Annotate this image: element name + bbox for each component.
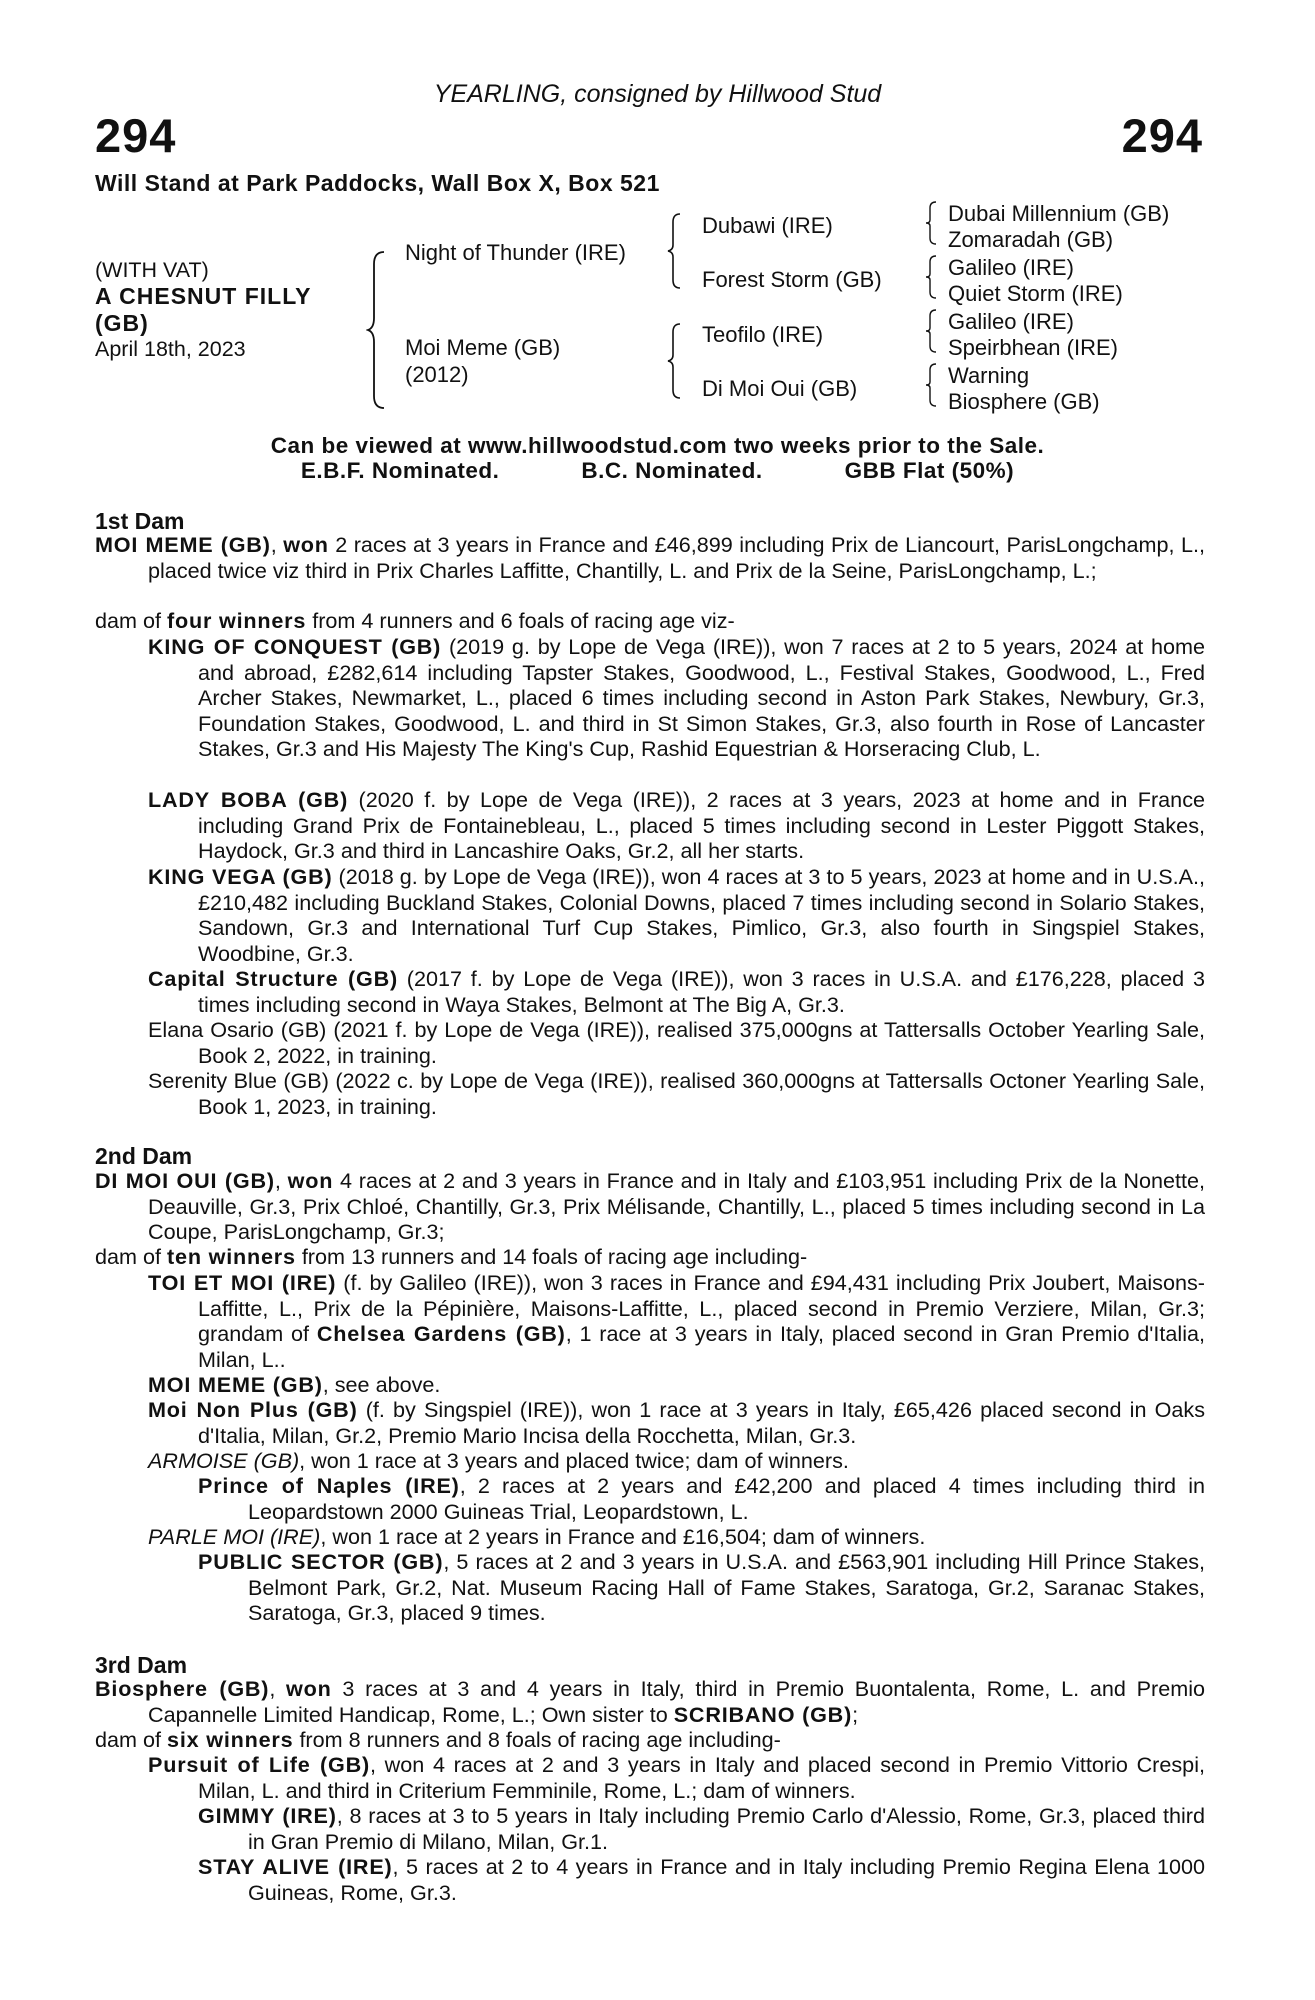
produce-entry: PARLE MOI (IRE), won 1 race at 2 years in France and £16,504; dam of winners. xyxy=(148,1524,926,1549)
ebf-nominated: E.B.F. Nominated. xyxy=(300,458,500,483)
bc-nominated: B.C. Nominated. xyxy=(581,458,763,483)
third-dam-record: Biosphere (GB), won 3 races at 3 and 4 years in Italy, third in Premio Buontalenta, Rome, L. and Premio Capannelle Limited Handicap, Rome, L.; Own sister to SCRIBANO (GB); xyxy=(95,1676,1206,1727)
pedigree-dam: Moi Meme (GB) xyxy=(405,335,561,360)
produce-entry: Pursuit of Life (GB), won 4 races at 2 and 3 years in Italy and placed second in Premio Vittorio Crespi, Milan, L. and third in Criterium Femminile, Rome, L.; dam of winners. xyxy=(148,1752,1205,1803)
foal-entry: Capital Structure (GB) (2017 f. by Lope de Vega (IRE)), won 3 races in U.S.A. and £176,228, placed 3 times including second in Waya Stakes, Belmont at The Big A, Gr.3. xyxy=(148,966,1206,1017)
pedigree-dam-year: (2012) xyxy=(405,362,469,387)
pedigree-sire-sire: Dubawi (IRE) xyxy=(702,213,833,238)
horse-name: A CHESNUT FILLY (GB) xyxy=(95,283,312,336)
foal-entry: KING VEGA (GB) (2018 g. by Lope de Vega (IRE)), won 4 races at 3 to 5 years, 2023 at home and in U.S.A., £210,482 including Buckland Stakes, Colonial Downs, placed 7 times including second in Solario Stakes, Sandown, Gr.3 and International Turf Cup Stakes, Pimlico, Gr.3, also fourth in Singspiel Stakes, Woodbine, Gr.3. xyxy=(148,864,1205,966)
sire-brace xyxy=(666,212,684,290)
date-of-birth: April 18th, 2023 xyxy=(95,337,246,361)
vat-status: (WITH VAT) xyxy=(95,258,209,282)
produce-entry: ARMOISE (GB), won 1 race at 3 years and placed twice; dam of winners. xyxy=(148,1448,849,1473)
third-dam-heading: 3rd Dam xyxy=(95,1652,188,1678)
pedigree-sire-dam: Forest Storm (GB) xyxy=(702,267,882,292)
main-pedigree-brace xyxy=(366,250,390,410)
foal-entry: LADY BOBA (GB) (2020 f. by Lope de Vega (IRE)), 2 races at 3 years, 2023 at home and in France including Grand Prix de Fontainebleau, L., placed 5 times including second in Lester Piggott Stakes, Haydock, Gr.3 and third in Lancashire Oaks, Gr.2, all her starts. xyxy=(148,787,1205,863)
first-dam-heading: 1st Dam xyxy=(95,508,185,534)
second-dam-record: DI MOI OUI (GB), won 4 races at 2 and 3 years in France and in Italy and £103,951 including Prix de la Nonette, Deauville, Gr.3, Prix Chloé, Chantilly, Gr.3, Prix Mélisande, Chantilly, L., placed 5 times including second in La Coupe, ParisLongchamp, Gr.3; xyxy=(95,1168,1206,1244)
pedigree-g7: Warning xyxy=(948,363,1030,388)
second-dam-heading: 2nd Dam xyxy=(95,1143,193,1169)
third-dam-produce: dam of six winners from 8 runners and 8 foals of racing age including- xyxy=(95,1727,781,1752)
third-dam-name: Biosphere (GB) xyxy=(95,1676,270,1701)
first-dam-produce: dam of four winners from 4 runners and 6 foals of racing age viz- xyxy=(95,608,735,633)
produce-entry: PUBLIC SECTOR (GB), 5 races at 2 and 3 years in U.S.A. and £563,901 including Hill Prince Stakes, Belmont Park, Gr.2, Nat. Museum Racing Hall of Fame Stakes, Saratoga, Gr.2, Saranac Stakes, Saratoga, Gr.3, placed 9 times. xyxy=(198,1549,1206,1625)
pedigree-g6: Speirbhean (IRE) xyxy=(948,335,1118,360)
consignor-line: YEARLING, consigned by Hillwood Stud xyxy=(433,80,882,108)
foal-entry: Elana Osario (GB) (2021 f. by Lope de Vega (IRE)), realised 375,000gns at Tattersalls October Yearling Sale, Book 2, 2022, in training. xyxy=(148,1017,1205,1068)
second-dam-produce: dam of ten winners from 13 runners and 14 foals of racing age including- xyxy=(95,1244,808,1269)
nominations-line xyxy=(0,458,1315,484)
produce-entry: Prince of Naples (IRE), 2 races at 2 years and £42,200 and placed 4 times including third in Leopardstown 2000 Guineas Trial, Leopardstown, L. xyxy=(198,1473,1205,1524)
second-dam-name: DI MOI OUI (GB) xyxy=(95,1168,275,1193)
viewing-notice: Can be viewed at www.hillwoodstud.com two weeks prior to the Sale. xyxy=(270,433,1045,458)
pedigree-g5: Galileo (IRE) xyxy=(948,309,1074,334)
first-dam-record: MOI MEME (GB), won 2 races at 3 years in France and £46,899 including Prix de Liancourt, ParisLongchamp, L., placed twice viz third in Prix Charles Laffitte, Chantilly, L. and Prix de la Seine, ParisLongchamp, L.; xyxy=(95,532,1206,583)
produce-entry: MOI MEME (GB), see above. xyxy=(148,1372,441,1397)
lot-number-right: 294 xyxy=(1121,109,1203,162)
grandsire-brace-1 xyxy=(924,200,938,246)
stand-location: Will Stand at Park Paddocks, Wall Box X, Box 521 xyxy=(95,170,660,196)
produce-entry: TOI ET MOI (IRE) (f. by Galileo (IRE)), won 3 races in France and £94,431 including Prix Joubert, Maisons-Laffitte, L., Prix de la Pépinière, Maisons-Laffitte, L., placed second in Premio Verziere, Milan, Gr.3; grandam of Chelsea Gardens (GB), 1 race at 3 years in Italy, placed second in Gran Premio d'Italia, Milan, L.. xyxy=(148,1270,1206,1372)
pedigree-g2: Zomaradah (GB) xyxy=(948,227,1114,252)
grandsire-brace-4 xyxy=(924,362,938,408)
foal-entry: KING OF CONQUEST (GB) (2019 g. by Lope de Vega (IRE)), won 7 races at 2 to 5 years, 2024 at home and abroad, £282,614 including Tapster Stakes, Goodwood, L., Festival Stakes, Goodwood, L., Fred Archer Stakes, Newmarket, L., placed 6 times including second in Aston Park Stakes, Newbury, Gr.3, Foundation Stakes, Goodwood, L. and third in St Simon Stakes, Gr.3, also fourth in Rose of Lancaster Stakes, Gr.3 and His Majesty The King's Cup, Rashid Equestrian & Horseracing Club, L. xyxy=(148,634,1206,761)
pedigree-dam-dam: Di Moi Oui (GB) xyxy=(702,376,858,401)
pedigree-g1: Dubai Millennium (GB) xyxy=(948,201,1170,226)
grandsire-brace-3 xyxy=(924,308,938,354)
pedigree-g8: Biosphere (GB) xyxy=(948,389,1100,414)
foal-entry: Serenity Blue (GB) (2022 c. by Lope de Vega (IRE)), realised 360,000gns at Tattersalls Octoner Yearling Sale, Book 1, 2023, in training. xyxy=(148,1068,1205,1119)
pedigree-g3: Galileo (IRE) xyxy=(948,255,1074,280)
produce-entry: GIMMY (IRE), 8 races at 3 to 5 years in Italy including Premio Carlo d'Alessio, Rome, Gr.3, placed third in Gran Premio di Milano, Milan, Gr.1. xyxy=(198,1803,1206,1854)
lot-number-left: 294 xyxy=(95,109,177,162)
gbb-flat: GBB Flat (50%) xyxy=(844,458,1015,483)
produce-entry: Moi Non Plus (GB) (f. by Singspiel (IRE)), won 1 race at 3 years in Italy, £65,426 placed second in Oaks d'Italia, Milan, Gr.2, Premio Mario Incisa della Rocchetta, Milan, Gr.3. xyxy=(148,1397,1205,1448)
pedigree-g4: Quiet Storm (IRE) xyxy=(948,281,1123,306)
produce-entry: STAY ALIVE (IRE), 5 races at 2 to 4 years in France and in Italy including Premio Regina Elena 1000 Guineas, Rome, Gr.3. xyxy=(198,1854,1205,1905)
first-dam-name: MOI MEME (GB) xyxy=(95,532,271,557)
dam-brace xyxy=(666,322,684,400)
pedigree-dam-sire: Teofilo (IRE) xyxy=(702,322,824,347)
pedigree-sire: Night of Thunder (IRE) xyxy=(405,240,626,265)
grandsire-brace-2 xyxy=(924,254,938,300)
